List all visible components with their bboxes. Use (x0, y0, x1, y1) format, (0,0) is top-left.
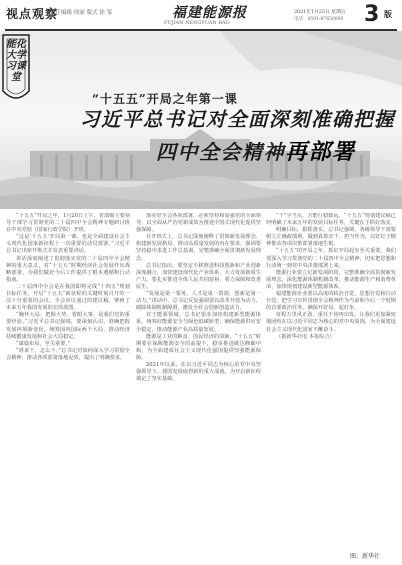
headline-banner (0, 31, 402, 209)
headline-line2-emphasis: 再部署 (285, 139, 356, 165)
page-number: 3 (364, 2, 380, 27)
paragraph: 在开班式上，总书记深刻阐释了贯彻新发展理念、构建新发展格局、推动高质量发展的内在要求，强调要坚持稳中求进工作总基调，完整准确全面贯彻新发展理念。 (136, 234, 261, 262)
paragraph: “十五五”开局之年，1月20日上午，省部级主要领导干部学习贯彻党的二十届四中全会精神专题研讨班在中央党校（国家行政学院）开班。 (6, 213, 130, 234)
paragraph: 对于能源领域，总书记要求加快构建新型能源体系，统筹好能源安全与绿色低碳转型，确保能源供应安全稳定，推动能源产业高质量发展。 (136, 312, 261, 333)
paragraph: 二十届四中全会是在我国即将完成“十四五”规划目标任务、开启“十五五”新征程的关键时刻召开的一次十分重要的会议。全会审议通过的建议稿，擘画了未来五年我国发展的宏伟蓝图。 (6, 283, 130, 312)
body-column-3 (266, 213, 396, 553)
paragraph: “这是‘十五五’开局第一课，也是全面建设社会主义现代化国家新征程上一次重要的动员部署。”习近平总书记出席开班式并发表重要讲话。 (6, 234, 130, 255)
section-editor-line: 责任编辑 徐丽 版式 徐 邹 (50, 10, 112, 16)
paragraph: “发展是第一要务，人才是第一资源，创新是第一动力。”讲话中，总书记反复强调要以改革开放为动力，破除体制机制障碍，激发全社会创新创造活力。 (136, 291, 261, 312)
paragraph: 福建能源企业要以高度的政治自觉、思想自觉和行动自觉，把学习宣传贯彻全会精神作为当前和今后一个时期的首要政治任务，确保开好局、起好步。 (266, 291, 396, 312)
paragraph: “胸怀大局、把握大势、着眼大事，是我们党的重要经验。”习近平总书记强调，要深刻认识、准确把握发展环境新变化，统筹国内国际两个大局，推动经济持续健康发展和社会大局稳定。 (6, 312, 130, 340)
paragraph: 能源行业要立足新发展阶段，完整准确全面贯彻新发展理念，深化能源体制机制改革，推动能源生产和消费革命，加快规划建设新型能源体系。 (266, 269, 396, 290)
paragraph: “谁来干，怎么干。”总书记对如何深入学习贯彻全会精神、推动各项部署落地见效，提出了明确要求。 (6, 347, 130, 361)
paragraph: 2021年以来，在以习近平同志为核心的党中央坚强领导下，我国发展取得新的重大成就，为开启新征程奠定了坚实基础。 (136, 361, 261, 383)
body-column-1 (6, 213, 130, 553)
article-headline-line1: 习近平总书记对全面深刻准确把握 (80, 108, 396, 131)
column-badge-label: 能化大学习课堂 (6, 39, 26, 83)
photo-credit (350, 551, 380, 560)
paragraph: “干”字当头，方能行稳致远。“十五五”规划建议稿已经明确了未来五年的发展目标任务，关键在于抓好落实。 (266, 213, 396, 227)
page-suffix: 版 (384, 9, 392, 19)
photo-credit-prefix: 图： (350, 553, 363, 560)
date-line: 2021年1月23日 星期五 (294, 10, 346, 15)
paragraph: 总书记指出，要坚定不移推进科技创新和产业创新深度融合，加快建设现代化产业体系，大力发展新质生产力。要扎实推进全体人民共同富裕，着力保障和改善民生。 (136, 262, 261, 290)
paragraph: 能源是工业的粮食、国民经济的命脉，“十五五”时期要在保障能源安全的前提下，稳步推进碳达峰碳中和，为全面建成社会主义现代化强国提供坚强能源保障。 (136, 333, 261, 361)
paragraph: 明确目标，狠抓落实。总书记强调，各级领导干部要树立正确政绩观，做到真抓实干、担当作为，以钉钉子精神推动各项决策部署落地生根。 (266, 227, 396, 248)
body-column-2 (136, 213, 261, 553)
paragraph: （据新华社电 本报综合） (276, 333, 335, 340)
meta-line: 电话：0591-87650000 (294, 17, 344, 22)
page-header (0, 0, 402, 30)
masthead-sub: FUJIAN NENGYUAN BAO (164, 20, 230, 26)
paragraph: “十五五”的开局之年，抓好开局起步至关重要。我们要深入学习贯彻党的二十届四中全会精神，切实把思想和行动统一到党中央决策部署上来。 (266, 248, 396, 269)
paragraph: “谋篇布局，至关重要。” (16, 340, 71, 347)
paragraph: 落实好全会各项部署，必须坚持和加强党的全面领导，以全面从严治党新成效为推进中国式现代化提供坚强保障。 (136, 213, 261, 234)
article-headline-line2 (156, 135, 356, 166)
masthead: 福建能源报 (172, 5, 247, 21)
photo-credit-source: 新华社 (362, 553, 381, 560)
section-title: 视点观察 (6, 7, 59, 21)
paragraph: 讲话深刻阐述了贯彻落实党的二十届四中全会精神的重大意义，对“十五五”时期经济社会发展作出战略部署，为我们做好今后工作提供了根本遵循和行动指南。 (6, 255, 130, 283)
article-subhead: “十五五”开局之年第一课 (92, 92, 238, 106)
headline-line2-normal: 四中全会精神 (156, 140, 285, 164)
paragraph: 征程万里风正劲，重任千钧再出发。让我们更加紧密地团结在以习近平同志为核心的党中央周围，为全面建设社会主义现代化国家不懈奋斗。 (266, 312, 396, 333)
